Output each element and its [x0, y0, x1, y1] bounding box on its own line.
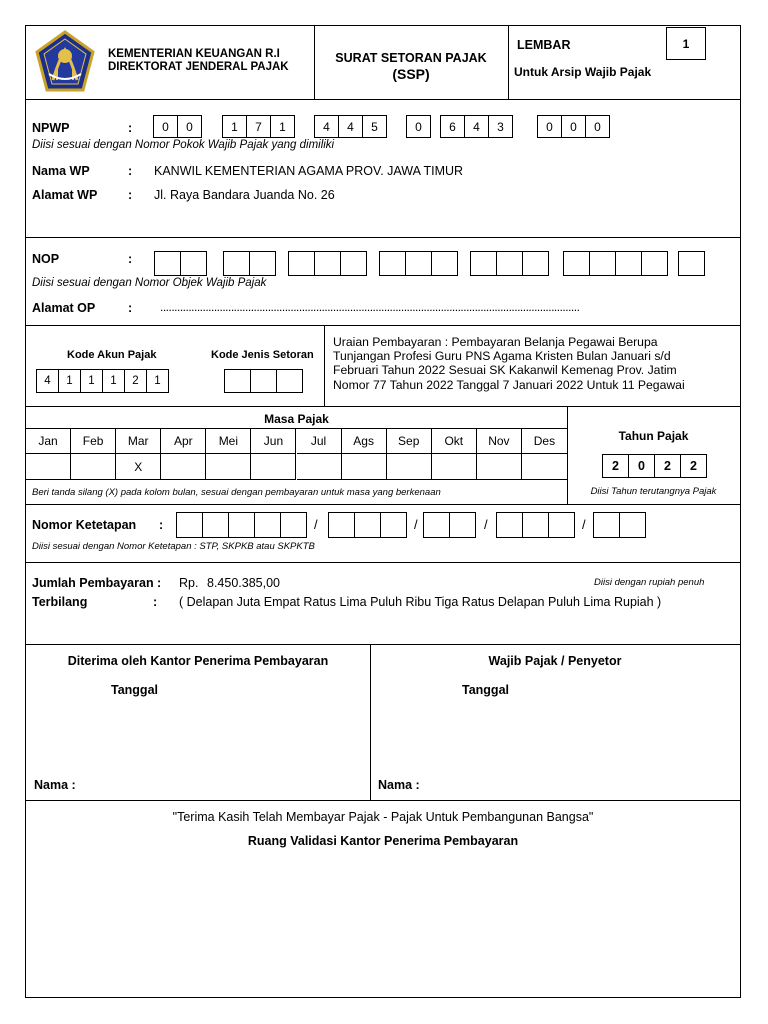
npwp-hint: Diisi sesuai dengan Nomor Pokok Wajib Pajak yang dimiliki	[32, 139, 335, 151]
tahun-pajak-label: Tahun Pajak	[618, 429, 689, 443]
djp-logo	[33, 30, 97, 94]
taxpayer-address-label: Alamat WP	[32, 188, 98, 202]
npwp-colon: :	[128, 121, 133, 135]
kode-jenis-label: Kode Jenis Setoran	[211, 349, 314, 361]
uraian-line: Tunjangan Profesi Guru PNS Agama Kristen Bulan Januari s/d	[333, 349, 671, 364]
npwp-digit-box[interactable]: 5	[362, 115, 387, 138]
nop-digit-box[interactable]	[678, 251, 705, 276]
nop-digit-box[interactable]	[340, 251, 367, 276]
year-digit-box[interactable]: 2	[654, 454, 681, 478]
ketetapan-separator: /	[582, 517, 586, 532]
month-mark-cell[interactable]	[342, 454, 387, 480]
nop-digit-box[interactable]	[379, 251, 406, 276]
ketetapan-digit-box[interactable]	[496, 512, 523, 538]
form-title-abbr: (SSP)	[392, 66, 430, 82]
month-header: Jul	[297, 429, 342, 454]
nop-digit-box[interactable]	[496, 251, 523, 276]
taxpayer-name-colon: :	[128, 164, 133, 178]
slogan: "Terima Kasih Telah Membayar Pajak - Pajak Untuk Pembangunan Bangsa"	[172, 810, 594, 824]
npwp-digit-box[interactable]: 7	[246, 115, 271, 138]
nop-digit-box[interactable]	[615, 251, 642, 276]
directorate-name: DIREKTORAT JENDERAL PAJAK	[108, 61, 289, 73]
month-mark-cell[interactable]	[161, 454, 206, 480]
jumlah-label: Jumlah Pembayaran :	[32, 576, 162, 590]
terbilang-value: ( Delapan Juta Empat Ratus Lima Puluh Ribu Tiga Ratus Delapan Puluh Lima Rupiah )	[179, 595, 662, 609]
ministry-name: KEMENTERIAN KEUANGAN R.I	[108, 48, 280, 60]
ketetapan-digit-box[interactable]	[328, 512, 355, 538]
nop-digit-box[interactable]	[405, 251, 432, 276]
month-mark-cell[interactable]	[522, 454, 567, 480]
kode-jenis-digit-box[interactable]	[224, 369, 251, 393]
month-mark-cell[interactable]	[387, 454, 432, 480]
npwp-digit-box[interactable]: 4	[314, 115, 339, 138]
jumlah-hint: Diisi dengan rupiah penuh	[594, 577, 705, 588]
npwp-digit-box[interactable]: 4	[338, 115, 363, 138]
npwp-digit-box[interactable]: 0	[153, 115, 178, 138]
payer-name-label: Nama :	[378, 778, 420, 792]
copy-note: Untuk Arsip Wajib Pajak	[514, 65, 652, 79]
nop-digit-box[interactable]	[589, 251, 616, 276]
npwp-digit-box[interactable]: 0	[537, 115, 562, 138]
nop-digit-box[interactable]	[522, 251, 549, 276]
nop-digit-box[interactable]	[431, 251, 458, 276]
npwp-digit-box[interactable]: 1	[222, 115, 247, 138]
uraian-line: Uraian Pembayaran : Pembayaran Belanja Pegawai Berupa	[333, 335, 658, 349]
year-hint: Diisi Tahun terutangnya Pajak	[590, 486, 717, 497]
ketetapan-digit-box[interactable]	[423, 512, 450, 538]
ketetapan-digit-box[interactable]	[380, 512, 407, 538]
month-header: Mar	[116, 429, 161, 454]
kode-akun-digit-box[interactable]: 4	[36, 369, 59, 393]
lembar-number: 1	[666, 27, 706, 60]
ketetapan-digit-box[interactable]	[202, 512, 229, 538]
ketetapan-digit-box[interactable]	[354, 512, 381, 538]
jumlah-value: 8.450.385,00	[207, 576, 280, 590]
payer-title: Wajib Pajak / Penyetor	[488, 654, 622, 668]
validation-area-label: Ruang Validasi Kantor Penerima Pembayaran	[247, 834, 519, 848]
kode-akun-label: Kode Akun Pajak	[67, 349, 157, 361]
object-address-colon: :	[128, 301, 133, 315]
ketetapan-separator: /	[314, 517, 318, 532]
uraian-line: Februari Tahun 2022 Sesuai SK Kakanwil Kemenag Prov. Jatim	[333, 363, 677, 378]
receiver-name-label: Nama :	[34, 778, 76, 792]
month-mark-cell[interactable]	[26, 454, 71, 480]
kode-akun-digit-box[interactable]: 1	[102, 369, 125, 393]
ketetapan-digit-box[interactable]	[254, 512, 281, 538]
ketetapan-digit-box[interactable]	[228, 512, 255, 538]
currency-label: Rp.	[179, 576, 199, 590]
payer-date-label: Tanggal	[462, 683, 509, 697]
month-mark-cell[interactable]	[477, 454, 522, 480]
nop-colon: :	[128, 252, 133, 266]
month-mark-cell[interactable]	[71, 454, 116, 480]
kode-akun-digit-box[interactable]: 1	[80, 369, 103, 393]
npwp-digit-box[interactable]: 4	[464, 115, 489, 138]
year-digit-box[interactable]: 0	[628, 454, 655, 478]
npwp-digit-box[interactable]: 3	[488, 115, 513, 138]
npwp-digit-box[interactable]: 0	[406, 115, 431, 138]
taxpayer-address-colon: :	[128, 188, 133, 202]
kode-akun-digit-box[interactable]: 1	[146, 369, 169, 393]
kode-akun-digit-box[interactable]: 1	[58, 369, 81, 393]
nop-hint: Diisi sesuai dengan Nomor Objek Wajib Pajak	[32, 277, 267, 289]
taxpayer-name-label: Nama WP	[32, 164, 90, 178]
ketetapan-digit-box[interactable]	[449, 512, 476, 538]
year-digit-box[interactable]: 2	[680, 454, 707, 478]
form-title: SURAT SETORAN PAJAK	[335, 51, 487, 65]
npwp-digit-box[interactable]: 6	[440, 115, 465, 138]
lembar-label: LEMBAR	[517, 38, 571, 52]
npwp-digit-box[interactable]: 0	[585, 115, 610, 138]
ketetapan-label: Nomor Ketetapan	[32, 518, 137, 532]
month-header: Apr	[161, 429, 206, 454]
nop-digit-box[interactable]	[154, 251, 181, 276]
nop-digit-box[interactable]	[180, 251, 207, 276]
npwp-digit-box[interactable]: 1	[270, 115, 295, 138]
ketetapan-separator: /	[484, 517, 488, 532]
kode-jenis-digit-box[interactable]	[276, 369, 303, 393]
ketetapan-digit-box[interactable]	[593, 512, 620, 538]
month-hint: Beri tanda silang (X) pada kolom bulan, sesuai dengan pembayaran untuk masa yang berkenaan	[32, 487, 441, 498]
nop-digit-box[interactable]	[314, 251, 341, 276]
month-mark-cell[interactable]	[432, 454, 477, 480]
uraian-pembayaran	[333, 335, 685, 392]
ketetapan-separator: /	[414, 517, 418, 532]
ketetapan-hint: Diisi sesuai dengan Nomor Ketetapan : STP, SKPKB atau SKPKTB	[32, 541, 315, 552]
nop-digit-box[interactable]	[563, 251, 590, 276]
receiver-title: Diterima oleh Kantor Penerima Pembayaran	[67, 654, 329, 668]
ketetapan-digit-box[interactable]	[522, 512, 549, 538]
npwp-label: NPWP	[32, 121, 70, 135]
month-mark-cell[interactable]	[297, 454, 342, 480]
month-mark-cell[interactable]	[251, 454, 296, 480]
receiver-date-label: Tanggal	[111, 683, 158, 697]
kode-akun-digit-box[interactable]: 2	[124, 369, 147, 393]
ketetapan-colon: :	[159, 518, 164, 532]
taxpayer-address-value: Jl. Raya Bandara Juanda No. 26	[154, 188, 335, 202]
month-header: Sep	[387, 429, 432, 454]
month-header: Okt	[432, 429, 477, 454]
ketetapan-digit-box[interactable]	[619, 512, 646, 538]
month-header: Jun	[251, 429, 296, 454]
kode-jenis-digit-box[interactable]	[250, 369, 277, 393]
ketetapan-digit-box[interactable]	[280, 512, 307, 538]
object-address-label: Alamat OP	[32, 301, 96, 315]
nop-label: NOP	[32, 252, 60, 266]
terbilang-colon: :	[153, 595, 158, 609]
uraian-line: Nomor 77 Tahun 2022 Tanggal 7 Januari 2022 Untuk 11 Pegawai	[333, 377, 685, 392]
nop-digit-box[interactable]	[470, 251, 497, 276]
month-mark-cell[interactable]: X	[116, 454, 161, 480]
npwp-digit-box[interactable]: 0	[561, 115, 586, 138]
nop-digit-box[interactable]	[223, 251, 250, 276]
nop-digit-box[interactable]	[641, 251, 668, 276]
year-digit-box[interactable]: 2	[602, 454, 629, 478]
ketetapan-digit-box[interactable]	[176, 512, 203, 538]
month-mark-cell[interactable]	[206, 454, 251, 480]
month-header: Jan	[26, 429, 71, 454]
ketetapan-digit-box[interactable]	[548, 512, 575, 538]
month-header: Ags	[342, 429, 387, 454]
npwp-digit-box[interactable]: 0	[177, 115, 202, 138]
taxpayer-name-value: KANWIL KEMENTERIAN AGAMA PROV. JAWA TIMUR	[154, 164, 464, 178]
month-header: Mei	[206, 429, 251, 454]
object-address-value: ....................................................................................................................................................	[160, 301, 580, 313]
nop-digit-box[interactable]	[288, 251, 315, 276]
masa-pajak-label: Masa Pajak	[264, 412, 329, 426]
month-header: Nov	[477, 429, 522, 454]
nop-digit-box[interactable]	[249, 251, 276, 276]
ssp-form	[25, 25, 741, 998]
month-header: Des	[522, 429, 567, 454]
terbilang-label: Terbilang	[32, 595, 88, 609]
month-header: Feb	[71, 429, 116, 454]
